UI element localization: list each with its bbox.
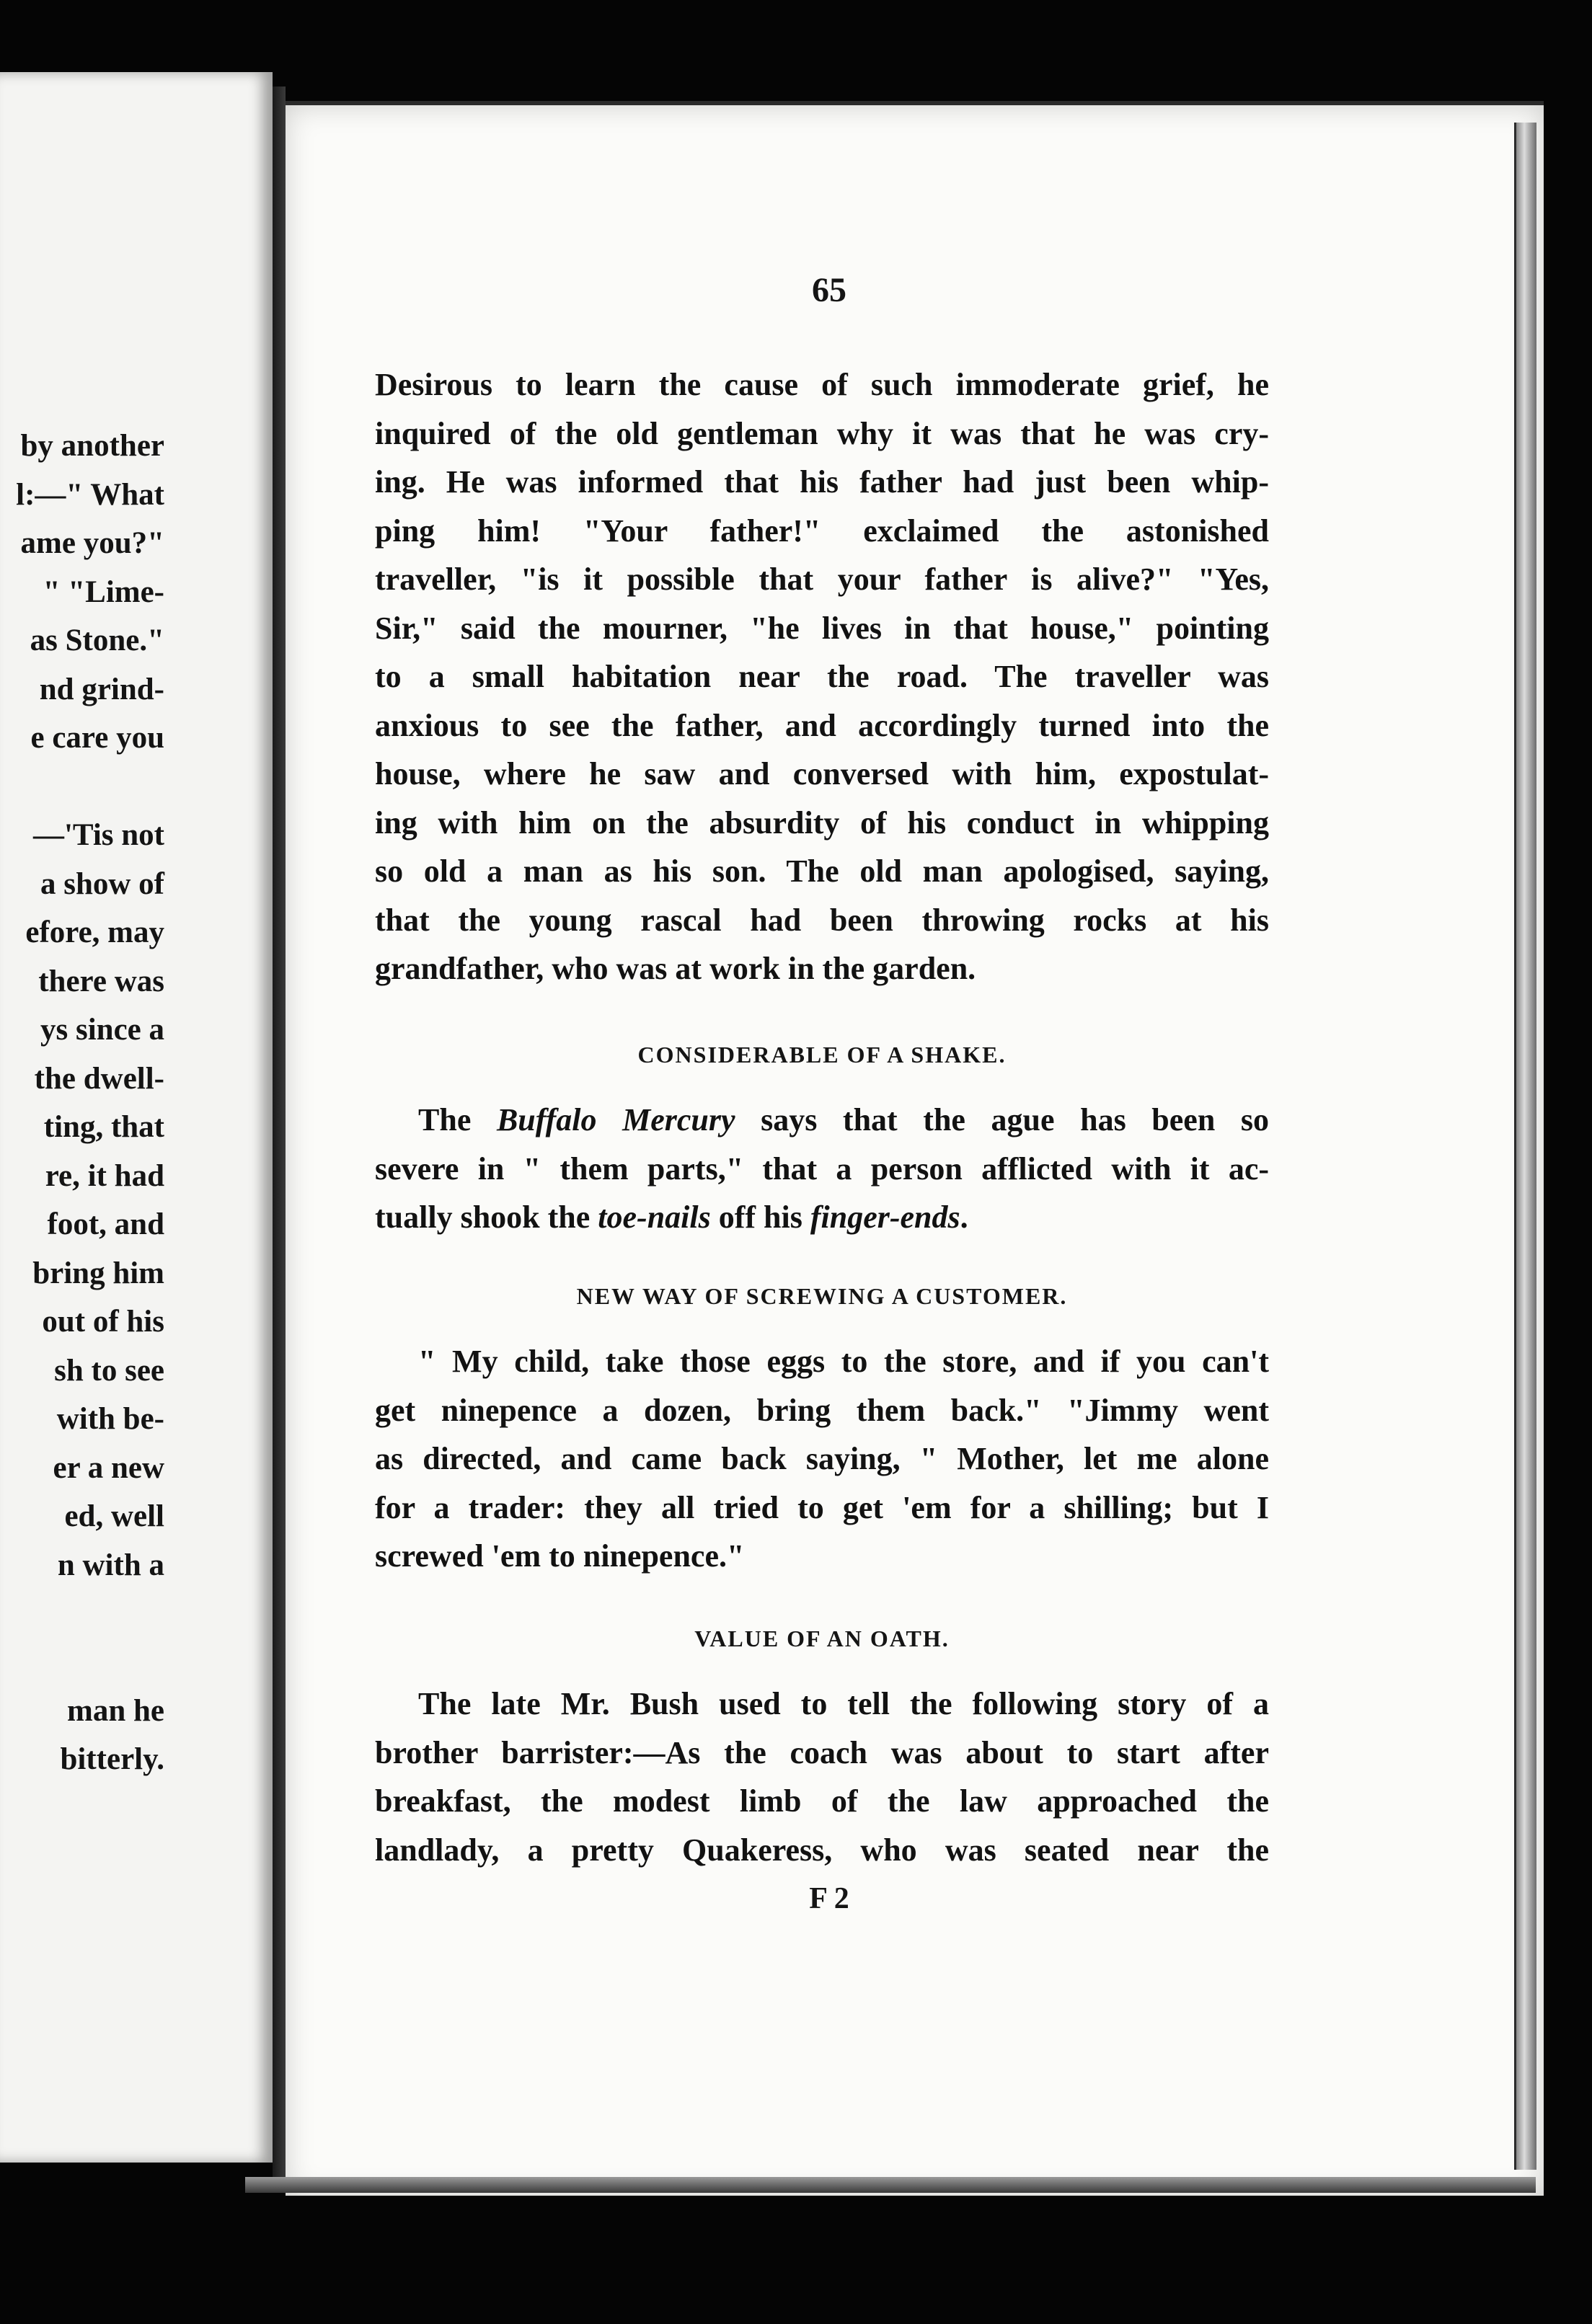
left-line: bitterly. [60,1742,164,1776]
page-number: 65 [812,271,846,309]
left-line: man he [67,1693,164,1728]
left-line: ame you?" [20,526,164,560]
left-line: sh to see [54,1353,164,1388]
text-run: . [960,1199,968,1235]
left-line: n with a [57,1548,164,1582]
text-line: get ninepence a dozen, bring them back." "Jimmy went [375,1392,1269,1428]
text-run: The [418,1102,497,1137]
left-line: er a new [53,1450,164,1485]
page-edge [1514,123,1536,2170]
text-line: Sir," said the mourner, "he lives in that house," pointing [375,610,1269,646]
left-page-text [0,422,164,1784]
paragraph-oath [375,1680,1269,1874]
left-line: the dwell- [34,1061,164,1096]
italic-run: toe-nails [598,1199,711,1235]
text-line: severe in " them parts," that a person afflicted with it ac- [375,1150,1269,1187]
section-heading-shake: CONSIDERABLE OF A SHAKE. [637,1042,1007,1068]
left-line: re, it had [45,1158,164,1193]
left-line: there was [38,964,164,998]
text-line: house, where he saw and conversed with him, expostulat- [375,756,1269,791]
text-line [375,1193,1269,1242]
left-line: efore, may [25,915,164,949]
paragraph-opening [375,360,1269,993]
text-line: anxious to see the father, and accordingly turned into the [375,707,1269,743]
section-heading-customer: NEW WAY OF SCREWING A CUSTOMER. [576,1283,1068,1309]
book-gutter [273,87,286,2177]
left-line: l:—" What [16,477,164,512]
text-line: breakfast, the modest limb of the law approached the [375,1783,1269,1819]
left-line: bring him [32,1256,164,1290]
text-line: " My child, take those eggs to the store, and if you can't [418,1344,1269,1379]
text-line [375,1096,1269,1145]
section-heading-oath: VALUE OF AN OATH. [694,1626,950,1651]
text-line: inquired of the old gentleman why it was that he was cry- [375,415,1269,451]
left-line: ed, well [64,1499,164,1533]
text-run: says that the ague has been so [735,1102,1270,1137]
paragraph-customer [375,1337,1269,1581]
left-line: with be- [56,1402,164,1436]
text-line: ing with him on the absurdity of his conduct in whipping [375,804,1269,841]
text-line: ing. He was informed that his father had just been whip- [375,464,1269,500]
left-line: —'Tis not [32,818,164,852]
text-line: brother barrister:—As the coach was about to start after [375,1734,1269,1770]
text-line: to a small habitation near the road. The traveller was [375,659,1269,694]
text-line: as directed, and came back saying, " Mother, let me alone [375,1441,1269,1476]
left-line: by another [20,429,164,463]
left-line: as Stone." [30,624,164,657]
text-line: grandfather, who was at work in the garden. [375,951,976,986]
left-line: " "Lime- [43,575,164,609]
left-line: nd grind- [39,672,164,706]
text-line: The late Mr. Bush used to tell the following story of a [418,1686,1269,1721]
text-line: so old a man as his son. The old man apologised, saying, [375,853,1269,889]
left-line: a show of [40,866,164,901]
signature-mark: F 2 [809,1882,849,1915]
italic-run: finger-ends [810,1199,960,1235]
text-run: tually shook the [375,1199,598,1235]
text-line: that the young rascal had been throwing rocks at his [375,902,1269,938]
left-page [0,72,273,2163]
paragraph-shake [375,1096,1269,1242]
italic-run: Buffalo Mercury [496,1102,735,1137]
left-line: ys since a [40,1013,164,1047]
text-line: landlady, a pretty Quakeress, who was seated near the [375,1832,1269,1868]
text-line: traveller, "is it possible that your father is alive?" "Yes, [375,562,1269,597]
left-line: out of his [42,1305,164,1339]
text-line: screwed 'em to ninepence." [375,1538,745,1574]
text-line: for a trader: they all tried to get 'em for a shilling; but I [375,1489,1269,1525]
text-line: Desirous to learn the cause of such immoderate grief, he [375,367,1269,402]
page-bottom-edge [245,2177,1536,2193]
left-line: foot, and [47,1207,164,1241]
left-line: ting, that [43,1110,164,1144]
text-run: off his [710,1199,810,1235]
text-line: ping him! "Your father!" exclaimed the astonished [375,513,1269,549]
left-line: e care you [30,721,164,755]
